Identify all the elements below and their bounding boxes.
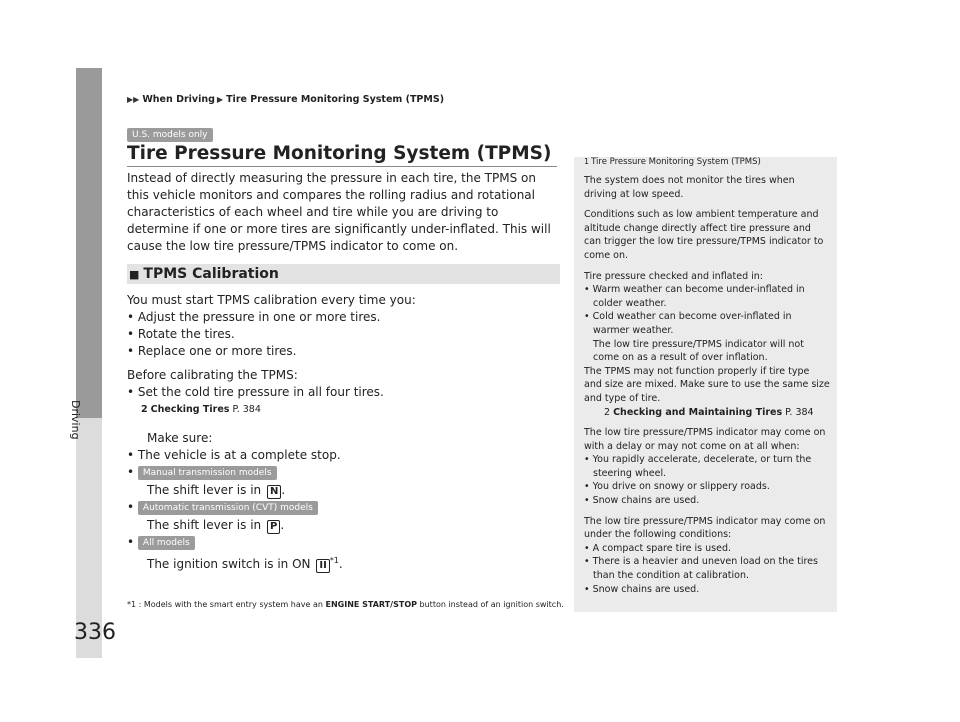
note-paragraph: The low tire pressure/TPMS indicator may come on under the following conditions: • A compact spare tire is used. • There is a heavier and uneven load on the tires than the condition at calibration. • Snow chains are used. — [584, 515, 830, 597]
note-marker-icon: 1 — [584, 157, 590, 166]
all-models-badge: All models — [138, 536, 195, 550]
note-paragraph: The system does not monitor the tires when driving at low speed. — [584, 175, 795, 200]
checking-maintaining-tires-reference[interactable]: 2 Checking and Maintaining Tires P. 384 — [604, 406, 814, 418]
make-sure-lead: Make sure: — [147, 431, 213, 445]
notes-body — [584, 174, 830, 603]
manual-transmission-badge: Manual transmission models — [138, 466, 277, 480]
footnote: *1 : Models with the smart entry system have an ENGINE START/STOP button instead of an ignition switch. — [127, 600, 564, 609]
section-square-icon: ■ — [129, 268, 140, 281]
notes-title: 1 Tire Pressure Monitoring System (TPMS) — [584, 157, 761, 167]
reference-arrow-icon: 2 — [141, 404, 148, 415]
list-item: • Adjust the pressure in one or more tires. — [127, 310, 381, 324]
list-item: • A compact spare tire is used. — [584, 542, 732, 554]
section-heading-text: TPMS Calibration — [143, 266, 279, 282]
calibration-list — [127, 292, 557, 360]
cvt-condition: • Automatic transmission (CVT) models The shift lever is in P . — [127, 499, 557, 534]
chapter-label: Driving — [69, 400, 82, 440]
calibration-lead: You must start TPMS calibration every time you: — [127, 293, 416, 307]
list-item: • You drive on snowy or slippery roads. — [584, 481, 770, 493]
list-item: • You rapidly accelerate, decelerate, or turn the steering wheel. — [584, 454, 812, 479]
list-item: • The vehicle is at a complete stop. — [127, 448, 341, 462]
manual-condition: • Manual transmission models The shift lever is in N . — [127, 465, 286, 497]
park-key-icon: P — [267, 520, 280, 534]
list-item: • Snow chains are used. — [584, 495, 700, 507]
footnote-ref: *1 — [329, 556, 339, 565]
make-sure-list — [127, 430, 557, 464]
note-paragraph: Tire pressure checked and inflated in: • Warm weather can become under-inflated in colder weather. • Cold weather can become over-inflated in warmer weather. The low tire pressure/TPMS indicator will not come on as a result of over inflation. The TPMS may not function properly if tire type and size are mixed. Make sure to use the same size and type of tire. 2 Checking and Maintaining Tires P. 384 — [584, 270, 830, 418]
cvt-transmission-badge: Automatic transmission (CVT) models — [138, 501, 318, 515]
list-item: • Snow chains are used. — [584, 583, 700, 595]
breadcrumb-arrow-icon: ▶▶ — [127, 95, 140, 104]
reference-arrow-icon: 2 — [604, 406, 611, 418]
all-models-condition: • All models The ignition switch is in ON II $^{*1}$. — [127, 535, 343, 571]
title-divider — [127, 166, 557, 167]
page-number: 336 — [74, 620, 116, 645]
neutral-key-icon: N — [267, 485, 281, 499]
breadcrumb — [127, 94, 444, 105]
intro-paragraph: Instead of directly measuring the pressure in each tire, the TPMS on this vehicle monitors and compares the rolling radius and rotational characteristics of each wheel and tire while you are driving to determine if one or more tires are significantly under-inflated. This will cause the low tire pressure/TPMS indicator to come on. — [127, 171, 551, 253]
breadcrumb-arrow-icon: ▶ — [216, 95, 224, 104]
breadcrumb-item-when-driving[interactable]: When Driving — [142, 94, 215, 105]
chapter-tab-dark — [76, 68, 102, 418]
checking-tires-reference[interactable]: 2 Checking Tires P. 384 — [141, 404, 261, 415]
us-models-badge: U.S. models only — [127, 128, 213, 142]
section-heading — [127, 264, 560, 284]
ignition-on-key-icon: II — [316, 559, 329, 573]
before-lead: Before calibrating the TPMS: — [127, 368, 298, 382]
list-item: • Warm weather can become under-inflated in colder weather. — [584, 284, 805, 309]
list-item: • Rotate the tires. — [127, 327, 235, 341]
note-paragraph: Conditions such as low ambient temperature and altitude change directly affect tire pressure and can trigger the low tire pressure/TPMS indicator to come on. — [584, 209, 824, 261]
list-item: • Set the cold tire pressure in all four tires. — [127, 385, 384, 399]
list-item: • Cold weather can become over-inflated in warmer weather. — [584, 311, 792, 336]
note-paragraph: The low tire pressure/TPMS indicator may come on with a delay or may not come on at all when: • You rapidly accelerate, decelerate, or turn the steering wheel. • You drive on snowy or slippery roads. • Snow chains are used. — [584, 426, 830, 508]
before-calibrating — [127, 367, 557, 418]
list-item: • Replace one or more tires. — [127, 344, 297, 358]
page-title: Tire Pressure Monitoring System (TPMS) — [127, 143, 552, 164]
list-item: • There is a heavier and uneven load on the tires than the condition at calibration. — [584, 556, 818, 582]
breadcrumb-item-tpms[interactable]: Tire Pressure Monitoring System (TPMS) — [226, 94, 445, 105]
